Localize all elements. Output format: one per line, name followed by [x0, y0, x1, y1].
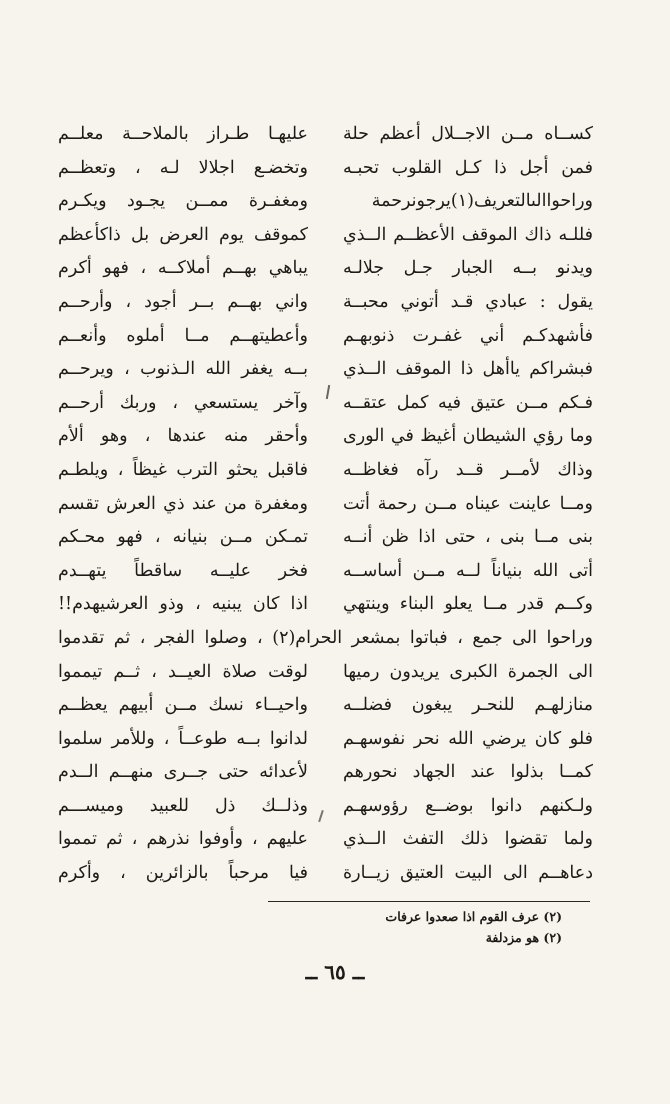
verse-first-hemistich: كســاه مــن الاجــلال أعظم حلة	[343, 124, 593, 144]
verse-second-hemistich: فخر عليــه ساقطاً يتهــدم	[58, 560, 308, 581]
verse-first-hemistich: وراحواالىالتعريف(١)يرجونرحمة	[371, 191, 593, 212]
verse-line	[58, 555, 593, 589]
verse-second-hemistich: ومغفـرة ممــن يجـود ويكـرم	[58, 191, 308, 212]
footnotes	[292, 906, 562, 948]
verse-first-hemistich: وكــم قدر مــا يعلو البناء وينتهي	[343, 594, 593, 615]
verse-second-hemistich: عليهم ، وأوفوا نذرهم ، ثم تمموا	[58, 829, 308, 850]
verse-first-hemistich: الى الجمرة الكبرى يريدون رميها	[343, 661, 593, 682]
verse-first-hemistich: ولما تقضوا ذلك التفث الــذي	[343, 829, 593, 850]
verse-second-hemistich: وأعطيتهــم مــا أملوه وأنعــم	[58, 325, 308, 346]
verse-first-hemistich: ومــا عاينت عيناه مــن رحمة أتت	[343, 493, 593, 514]
verse-first-hemistich: وذاك لأمــر قــد رآه فغاظــه	[343, 459, 593, 480]
verse-second-hemistich: وآخر يستسعي ، وربك أرحــم	[58, 392, 308, 413]
verse-first-hemistich: فللـه ذاك الموقف الأعظــم الــذي	[343, 224, 593, 245]
verse-first-hemistich: فلو كان يرضي الله نحر نفوسهـم	[343, 728, 593, 749]
verse-line	[58, 353, 593, 387]
verse-second-hemistich: اذا كان يبنيه ، وذو العرشيهدم!!	[58, 594, 308, 615]
verse-line	[58, 152, 593, 186]
page-number: ــ ٦٥ ــ	[305, 960, 365, 984]
verse-first-hemistich: يقول : عبادي قـد أتوني محبــة	[343, 291, 593, 312]
verse-line	[58, 857, 593, 891]
verse-line	[58, 790, 593, 824]
verse-first-hemistich: فمن أجل ذا كـل القلوب تحبـه	[343, 157, 593, 178]
verse-second-hemistich: واني بهــم بــر أجود ، وأرحــم	[58, 291, 308, 312]
verse-first-hemistich: ولـكنهم دانوا بوضــع رؤوسهـم	[343, 795, 593, 816]
verse-first-hemistich: فأشهدكـم أني غفـرت ذنوبهـم	[343, 325, 593, 346]
verse-line	[58, 488, 593, 522]
verse-line	[58, 420, 593, 454]
verse-second-hemistich: لأعدائه حتى جــرى منهــم الــدم	[58, 762, 308, 783]
verse-line	[58, 286, 593, 320]
verse-second-hemistich: لوقت صلاة العيــد ، ثــم تيمموا	[58, 661, 308, 682]
verse-second-hemistich: يباهي بهــم أملاكــه ، فهو أكرم	[58, 258, 308, 279]
verse-line	[58, 219, 593, 253]
verse-second-hemistich: فيا مرحباً بالزائرين ، وأكرم	[58, 863, 308, 884]
verse-line	[58, 252, 593, 286]
verse-second-hemistich: ومغفرة من عند ذي العرش تقسم	[58, 493, 308, 514]
footnote-divider	[268, 901, 590, 902]
verse-line	[58, 454, 593, 488]
verse-second-hemistich: وأحقر منه عندها ، وهو ألأم	[58, 426, 308, 447]
verse-first-hemistich: وما رؤي الشيطان أغيظ في الورى	[343, 426, 593, 447]
verse-line	[58, 521, 593, 555]
verse-first-hemistich: فبشراكم ياأهل ذا الموقف الــذي	[343, 359, 593, 380]
verse-line	[58, 320, 593, 354]
verse-line	[58, 689, 593, 723]
verse-line	[58, 723, 593, 757]
verse-second-hemistich: لدانوا بــه طوعــاً ، وللأمر سلموا	[58, 728, 308, 749]
verse-line	[58, 756, 593, 790]
verse-line	[58, 588, 593, 622]
prose-line	[58, 622, 593, 656]
verse-first-hemistich: منازلهـم للنحـر يبغون فضلــه	[343, 695, 593, 716]
verse-line	[58, 118, 593, 152]
verse-first-hemistich: بنى مــا بنى ، حتى اذا ظن أنــه	[343, 527, 593, 548]
verse-second-hemistich: تمـكن مــن بنيانه ، فهو محـكم	[58, 527, 308, 548]
verse-second-hemistich: وتخضـع اجلالا لـه ، وتعظــم	[58, 157, 308, 178]
prose-text: وراحوا الى جمع ، فباتوا بمشعر الحرام(٢) ، وصلوا الفجر ، ثم تقدموا	[58, 627, 593, 648]
verse-line	[58, 185, 593, 219]
verse-first-hemistich: دعاهــم الى البيت العتيق زيــارة	[343, 863, 593, 884]
poem-body	[58, 118, 593, 891]
verse-second-hemistich: فاقبل يحثو الترب غيظاً ، ويلطـم	[58, 459, 308, 480]
verse-first-hemistich: أتى الله بنياناً لــه مــن أساســه	[343, 560, 593, 581]
verse-line	[58, 656, 593, 690]
verse-first-hemistich: كمــا بذلوا عند الجهاد نحورهم	[343, 762, 593, 783]
verse-second-hemistich: كموقف يوم العرض بل ذاكأعظم	[58, 224, 308, 245]
verse-first-hemistich: ويدنو بــه الجبار جـل جلالـه	[343, 258, 593, 279]
verse-second-hemistich: وذلــك ذل للعبيد وميســـم	[58, 795, 308, 816]
verse-line	[58, 387, 593, 421]
verse-second-hemistich: واحيــاء نسك مــن أبيهم يعظــم	[58, 695, 308, 716]
footnote: (٢) عرف القوم اذا صعدوا عرفات	[385, 909, 562, 924]
footnote: (٢) هو مزدلفة	[485, 930, 562, 945]
verse-line	[58, 823, 593, 857]
verse-first-hemistich: فـكم مــن عتيق فيه كمل عتقــه	[343, 392, 593, 413]
verse-second-hemistich: عليهـا طـراز بالملاحــة معلــم	[58, 124, 308, 144]
verse-second-hemistich: بــه يغفر الله الـذنوب ، ويرحــم	[58, 359, 308, 380]
